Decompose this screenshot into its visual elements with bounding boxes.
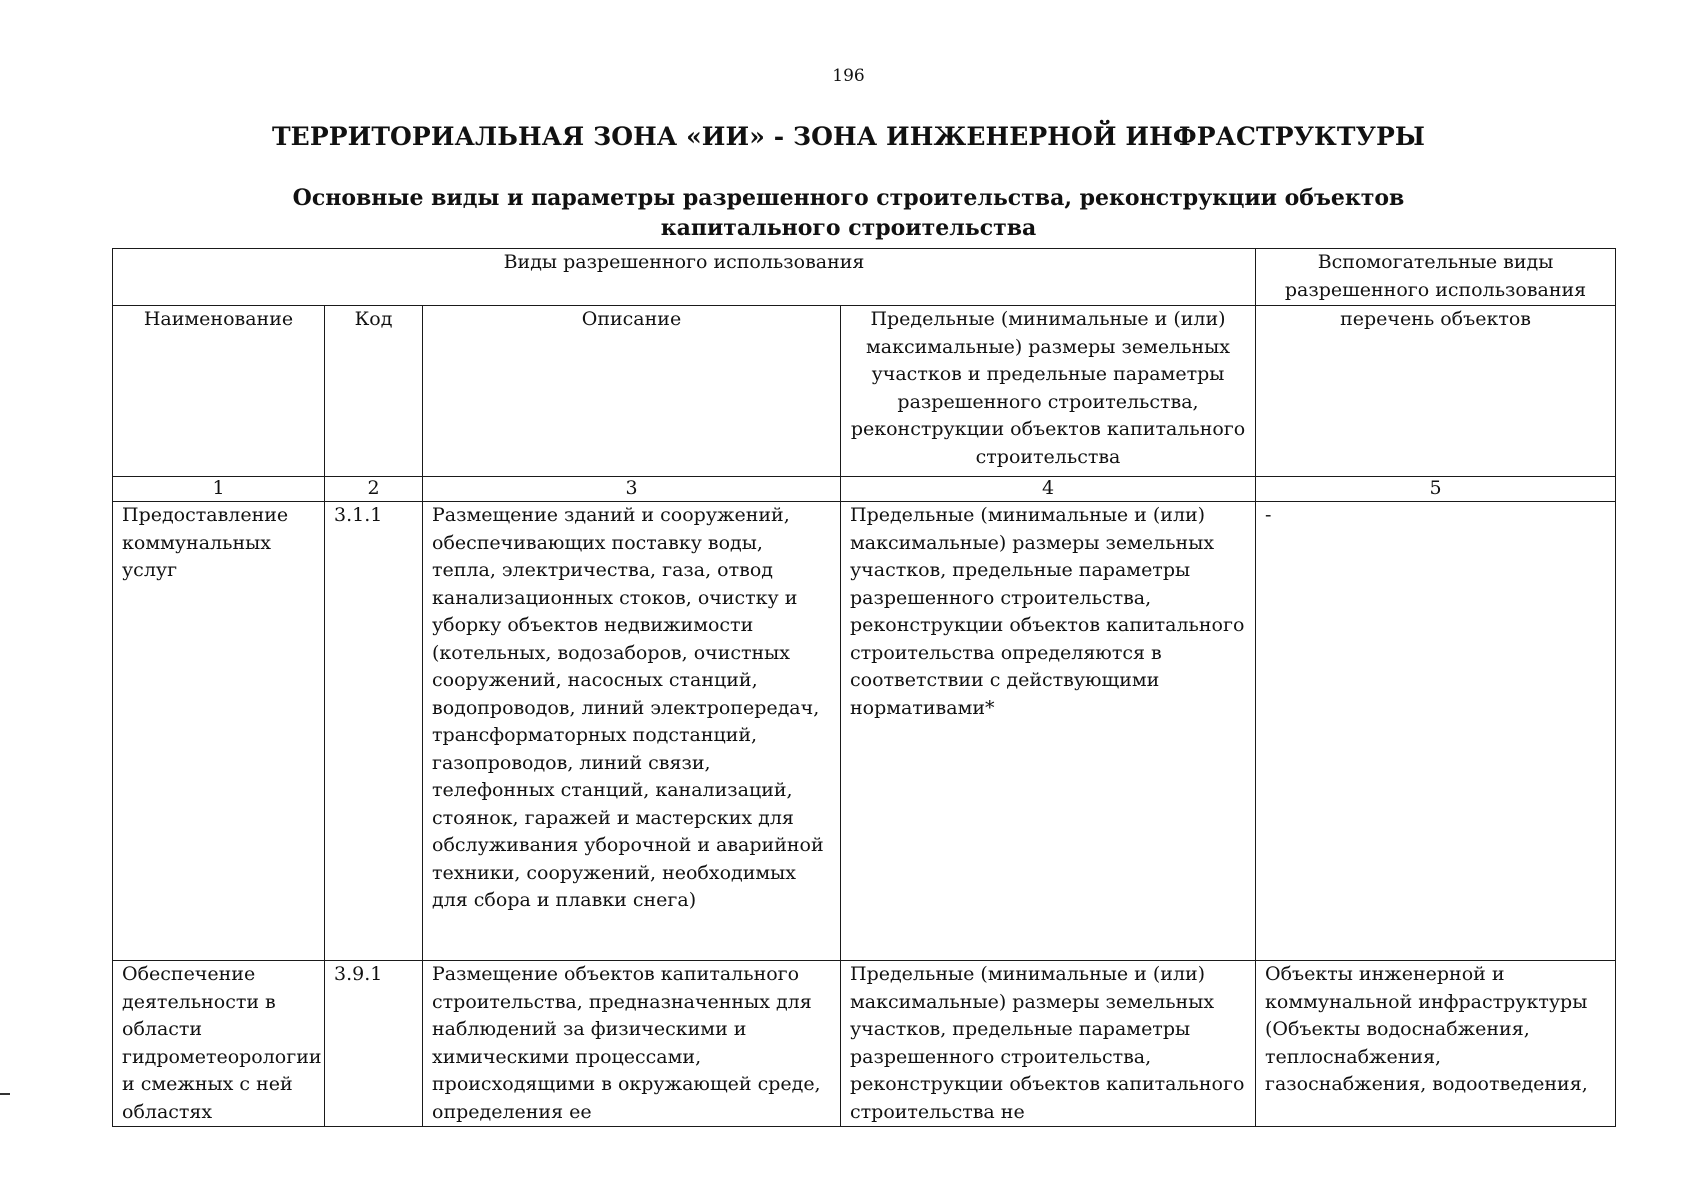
cell-description: Размещение объектов капитального строительства, предназначенных для наблюдений за физическими и химическими процессами, происходящими в окружающей среде, определения ее xyxy=(423,961,841,1127)
page-number: 196 xyxy=(832,66,865,86)
column-header-limits: Предельные (минимальные и (или) максимальные) размеры земельных участков и предельные параметры разрешенного строительства, реконструкции объектов капитального строительства xyxy=(841,306,1256,477)
page-subtitle: Основные виды и параметры разрешенного строительства, реконструкции объектов капитального строительства xyxy=(292,185,1405,241)
cell-objects: Объекты инженерной и коммунальной инфраструктуры (Объекты водоснабжения, теплоснабжения, газоснабжения, водоотведения, xyxy=(1256,961,1616,1127)
column-header-description: Описание xyxy=(423,306,841,477)
cell-name: Обеспечение деятельности в области гидрометеорологии и смежных с ней областях xyxy=(113,961,325,1127)
table-row xyxy=(113,961,1616,1127)
column-number: 4 xyxy=(841,477,1256,502)
table-column-header-row xyxy=(113,306,1616,477)
group-header-permitted-uses: Виды разрешенного использования xyxy=(113,249,1256,306)
column-header-objects: перечень объектов xyxy=(1256,306,1616,477)
column-number: 1 xyxy=(113,477,325,502)
column-number: 5 xyxy=(1256,477,1616,502)
cell-limits: Предельные (минимальные и (или) максимальные) размеры земельных участков, предельные параметры разрешенного строительства, реконструкции объектов капитального строительства не xyxy=(841,961,1256,1127)
column-number: 3 xyxy=(423,477,841,502)
column-header-name: Наименование xyxy=(113,306,325,477)
cell-objects: - xyxy=(1256,502,1616,961)
page-title: ТЕРРИТОРИАЛЬНАЯ ЗОНА «ИИ» - ЗОНА ИНЖЕНЕРНОЙ ИНФРАСТРУКТУРЫ xyxy=(271,122,1426,151)
cell-limits: Предельные (минимальные и (или) максимальные) размеры земельных участков, предельные параметры разрешенного строительства, реконструкции объектов капитального строительства определяются в соответствии с действующими нормативами* xyxy=(841,502,1256,961)
cell-description: Размещение зданий и сооружений, обеспечивающих поставку воды, тепла, электричества, газа, отвод канализационных стоков, очистку и уборку объектов недвижимости (котельных, водозаборов, очистных сооружений, насосных станций, водопроводов, линий электропередач, трансформаторных подстанций, газопроводов, линий связи, телефонных станций, канализаций, стоянок, гаражей и мастерских для обслуживания уборочной и аварийной техники, сооружений, необходимых для сбора и плавки снега) xyxy=(423,502,841,961)
column-number-row xyxy=(113,477,1616,502)
cell-code: 3.9.1 xyxy=(325,961,423,1127)
column-header-code: Код xyxy=(325,306,423,477)
zone-parameters-table xyxy=(112,248,1616,1127)
margin-mark xyxy=(0,1093,10,1095)
cell-name: Предоставление коммунальных услуг xyxy=(113,502,325,961)
column-number: 2 xyxy=(325,477,423,502)
cell-code: 3.1.1 xyxy=(325,502,423,961)
table-group-header-row xyxy=(113,249,1616,306)
table-row xyxy=(113,502,1616,961)
group-header-auxiliary-uses: Вспомогательные виды разрешенного использования xyxy=(1256,249,1616,306)
